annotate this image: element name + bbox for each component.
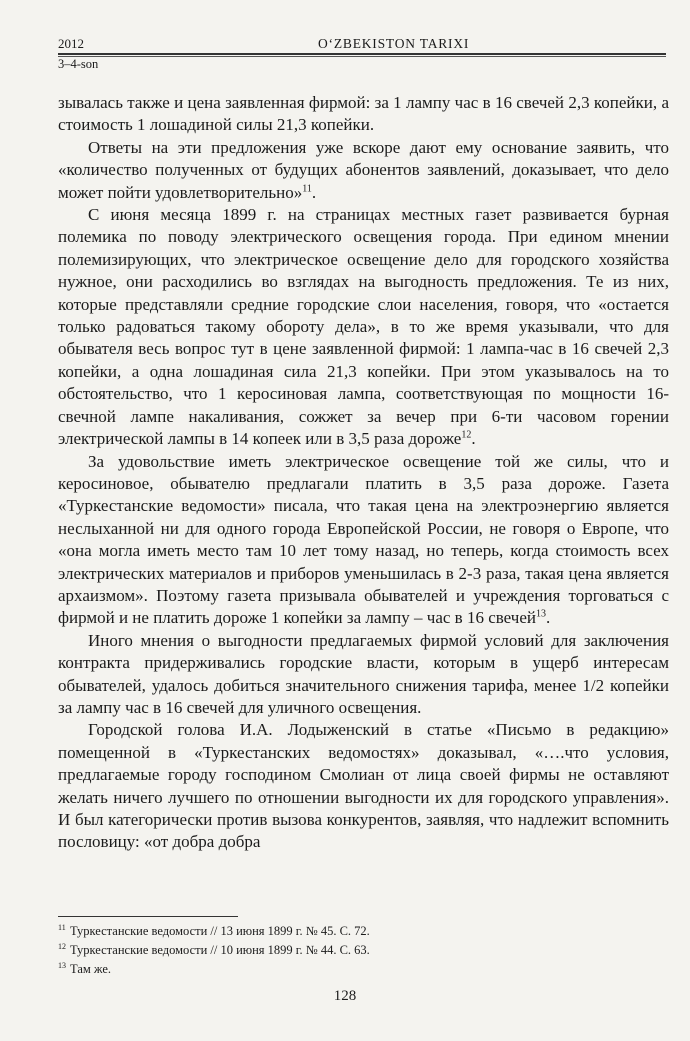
footnote-ref[interactable]: 13 <box>535 608 546 620</box>
header-issue: 3–4-son <box>58 57 99 71</box>
paragraph-3: С июня месяца 1899 г. на страницах местных газет развивается бурная полемика по поводу электрического освещения города. При едином мнении полемизирующих, что электрическое освещение дело для городского хозяйства нужное, они расходились во взглядах на выгодность предложения. Те из них, которые представляли средние городские слои населения, говоря, что «остается только радоваться такому обороту дела», в то же время указывали, что для обывателя весь вопрос тут в цене заявленной фирмой: 1 лампа-час в 16 свечей 2,3 копейки, а одна лошадиная сила 21,3 копейки. При этом указывалось на то обстоятельство, что 1 керосиновая лампа, соответствующая по мощности 16-свечной лампе накаливания, сожжет за вечер при 6-ти часовом горении электрической лампы в 14 копеек или в 3,5 раза дороже$^{12}$. <box>58 205 669 449</box>
paragraph-4: За удовольствие иметь электрическое освещение той же силы, что и керосиновое, обывателю предлагали платить в 3,5 раза дороже. Газета «Туркестанские ведомости» писала, что такая цена на электроэнергию является неслыханной ни для одного города Европейской России, не говоря о Европе, что «она могла иметь место там 10 лет тому назад, но теперь, когда стоимость всех электрических материалов и приборов уменьшилась в 2-3 раза, такая цена является архаизмом». Поэтому газета призывала обывателей и учреждения торговаться с фирмой и не платить дороже 1 копейки за лампу – час в 16 свечей$^{13}$. <box>58 451 669 628</box>
footnote: $^{13}$ Там же. <box>58 960 112 976</box>
footnote: $^{12}$ Туркестанские ведомости // 10 июня 1899 г. № 44. С. 63. <box>58 941 370 957</box>
paragraph-5: Иного мнения о выгодности предлагаемых фирмой условий для заключения контракта придерживались городские власти, которым в ущерб интересам обывателей, удалось добиться значительного снижения тарифа, менее 1/2 копейки за лампу час в 16 свечей для уличного освещения. <box>58 630 669 717</box>
paragraph-1: зывалась также и цена заявленная фирмой: за 1 лампу час в 16 свечей 2,3 копейки, а стоимость 1 лошадиной силы 21,3 копейки. <box>58 93 669 135</box>
header-year: 2012 <box>58 36 84 51</box>
header-rule-thin <box>58 56 666 57</box>
header-rule <box>58 53 666 55</box>
page-number: 128 <box>333 988 357 1004</box>
paragraph-2: Ответы на эти предложения уже вскоре дают ему основание заявить, что «количество полученных от будущих абонентов заявлений, доказывает, что дело может пойти удовлетворительно»$^{11}$. <box>58 137 669 202</box>
paragraph-6: Городской голова И.А. Лодыженский в статье «Письмо в редакцию» помещенной в «Туркестанских ведомостях» доказывал, «….что условия, предлагаемые городу господином Смолиан от лица своей фирмы не оставляют желать ничего лучшего по отношении выгодности их для городского управления». И был категорически против вызова конкурентов, заявляя, что надлежит вспомнить пословицу: «от добра добра <box>58 720 669 852</box>
footnote: $^{11}$ Туркестанские ведомости // 13 июня 1899 г. № 45. С. 72. <box>58 922 370 938</box>
footnote-separator <box>58 916 238 917</box>
header-journal-title: O‘ZBEKISTON TARIXI <box>318 36 470 51</box>
footnote-text: Туркестанские ведомости // 13 июня 1899 г. № 45. С. 72. <box>70 924 370 938</box>
running-header <box>58 36 666 72</box>
footnote-ref[interactable]: 12 <box>461 429 472 441</box>
footnote-text: Туркестанские ведомости // 10 июня 1899 г. № 44. С. 63. <box>70 943 370 957</box>
footnote-text: Там же. <box>70 962 112 976</box>
article-body <box>58 92 669 854</box>
footnotes <box>58 922 666 979</box>
footnote-ref[interactable]: 11 <box>302 182 312 194</box>
